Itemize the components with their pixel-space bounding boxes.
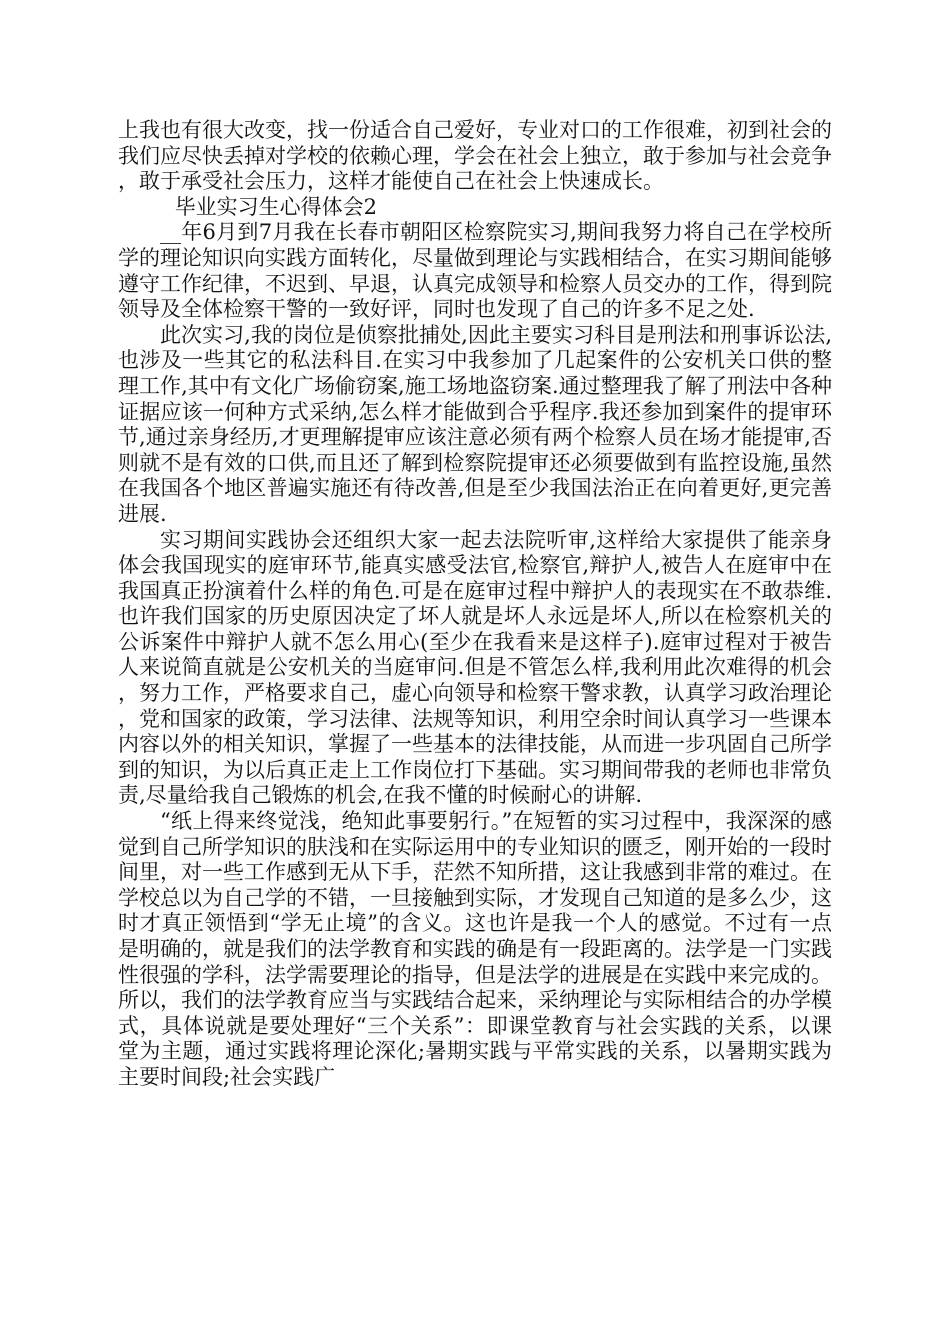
paragraph-court-hearing: 实习期间实践协会还组织大家一起去法院听审,这样给大家提供了能亲身体会我国现实的庭审环节,能真实感受法官,检察官,辩护人,被告人在庭审中在我国真正扮演着什么样的角色.可是在庭审过程中辩护人的表现实在不敢恭维.也许我们国家的历史原因决定了坏人就是坏人永远是坏人,所以在检察机关的公诉案件中辩护人就不怎么用心(至少在我看来是这样子).庭审过程对于被告人来说简直就是公安机关的当庭审问.但是不管怎么样,我利用此次难得的机会，努力工作，严格要求自己，虚心向领导和检察干警求教，认真学习政治理论，党和国家的政策，学习法律、法规等知识，利用空余时间认真学习一些课本内容以外的相关知识，掌握了一些基本的法律技能，从而进一步巩固自己所学到的知识，为以后真正走上工作岗位打下基础。实习期间带我的老师也非常负责,尽量给我自己锻炼的机会,在我不懂的时候耐心的讲解. xyxy=(118,527,832,808)
paragraph-continuation: 上我也有很大改变，找一份适合自己爱好，专业对口的工作很难，初到社会的我们应尽快丢掉对学校的依赖心理，学会在社会上独立，敢于参加与社会竞争，敢于承受社会压力，这样才能使自己在社会上快速成长。 xyxy=(118,118,832,194)
paragraph-internship-overview: __年6月到7月我在长春市朝阳区检察院实习,期间我努力将自己在学校所学的理论知识向实践方面转化，尽量做到理论与实践相结合，在实习期间能够遵守工作纪律，不迟到、早退，认真完成领导和检察人员交办的工作，得到院领导及全体检察干警的一致好评，同时也发现了自己的许多不足之处. xyxy=(118,220,832,322)
document-page xyxy=(118,118,832,1091)
paragraph-reflection: “纸上得来终觉浅，绝知此事要躬行。”在短暂的实习过程中，我深深的感觉到自己所学知识的肤浅和在实际运用中的专业知识的匮乏，刚开始的一段时间里，对一些工作感到无从下手，茫然不知所措，这让我感到非常的难过。在学校总以为自己学的不错，一旦接触到实际，才发现自己知道的是多么少，这时才真正领悟到“学无止境”的含义。这也许是我一个人的感觉。不过有一点是明确的，就是我们的法学教育和实践的确是有一段距离的。法学是一门实践性很强的学科，法学需要理论的指导，但是法学的进展是在实践中来完成的。所以，我们的法学教育应当与实践结合起来，采纳理论与实际相结合的办学模式，具体说就是要处理好“三个关系”：即课堂教育与社会实践的关系，以课堂为主题，通过实践将理论深化;暑期实践与平常实践的关系，以暑期实践为主要时间段;社会实践广 xyxy=(118,809,832,1089)
section-heading: 毕业实习生心得体会2 xyxy=(174,194,378,219)
paragraph-internship-position: 此次实习,我的岗位是侦察批捕处,因此主要实习科目是刑法和刑事诉讼法,也涉及一些其它的私法科目.在实习中我参加了几起案件的公安机关口供的整理工作,其中有文化广场偷窃案,施工场地盗窃案.通过整理我了解了刑法中各种证据应该一何种方式采纳,怎么样才能做到合乎程序.我还参加到案件的提审环节,通过亲身经历,才更理解提审应该注意必须有两个检察人员在场才能提审,否则就不是有效的口供,而且还了解到检察院提审还必须要做到有监控设施,虽然在我国各个地区普遍实施还有待改善,但是至少我国法治正在向着更好,更完善进展. xyxy=(118,322,832,526)
